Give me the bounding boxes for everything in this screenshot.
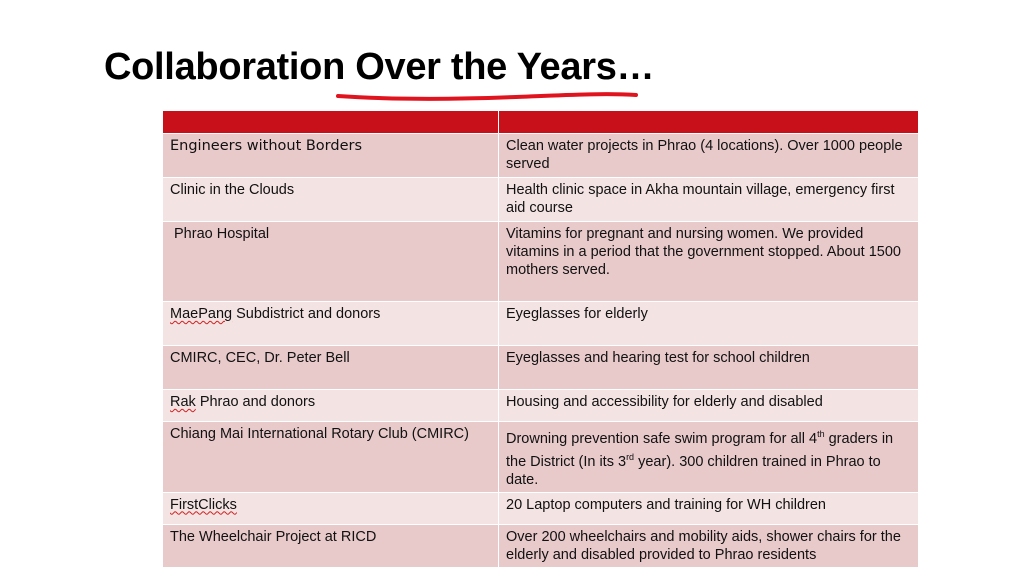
partner-cell: Clinic in the Clouds xyxy=(163,178,499,222)
contribution-cell: Vitamins for pregnant and nursing women. We provided vitamins in a period that the government stopped. About 1500 mothers served. xyxy=(499,222,919,302)
partner-cell xyxy=(163,390,499,422)
spellcheck-word: Rak xyxy=(170,394,196,410)
contribution-cell: Eyeglasses and hearing test for school children xyxy=(499,346,919,390)
partner-cell xyxy=(163,492,499,524)
contribution-text: Drowning prevention safe swim program for all 4 xyxy=(506,430,818,447)
partner-cell: CMIRC, CEC, Dr. Peter Bell xyxy=(163,346,499,390)
superscript: th xyxy=(817,429,825,439)
partner-text: Phrao Hospital xyxy=(174,226,270,242)
contribution-text: year). 300 children trained in Phrao to date. xyxy=(506,453,881,488)
contribution-cell xyxy=(499,422,919,493)
slide-title: Collaboration Over the Years… xyxy=(104,46,655,88)
table-row xyxy=(163,302,919,346)
contribution-cell: Eyeglasses for elderly xyxy=(499,302,919,346)
table-header-row xyxy=(163,111,919,134)
contribution-cell: Housing and accessibility for elderly and disabled xyxy=(499,390,919,422)
contribution-cell: 20 Laptop computers and training for WH children xyxy=(499,492,919,524)
table-row xyxy=(163,134,919,178)
contribution-cell: Over 200 wheelchairs and mobility aids, shower chairs for the elderly and disabled provided to Phrao residents xyxy=(499,524,919,567)
table-row xyxy=(163,492,919,524)
partner-cell: Chiang Mai International Rotary Club (CMIRC) xyxy=(163,422,499,493)
contribution-text: graders in the District (In its 3 xyxy=(506,430,894,470)
table-row xyxy=(163,178,919,222)
collaboration-table xyxy=(162,110,919,568)
table-header-contribution xyxy=(499,111,919,134)
partner-text: Subdistrict and donors xyxy=(232,306,381,322)
contribution-cell: Clean water projects in Phrao (4 locations). Over 1000 people served xyxy=(499,134,919,178)
table-row xyxy=(163,422,919,493)
title-underline-annotation xyxy=(336,84,640,104)
spellcheck-word: MaePang xyxy=(170,306,233,322)
partner-text: Phrao and donors xyxy=(195,394,316,410)
table-row xyxy=(163,222,919,302)
superscript: rd xyxy=(626,451,635,462)
partner-cell xyxy=(163,302,499,346)
partner-cell xyxy=(163,222,499,302)
partner-cell: The Wheelchair Project at RICD xyxy=(163,524,499,567)
contribution-cell: Health clinic space in Akha mountain village, emergency first aid course xyxy=(499,178,919,222)
table-row xyxy=(163,524,919,567)
table-row xyxy=(163,346,919,390)
table-header-partner xyxy=(163,111,499,134)
table-row xyxy=(163,390,919,422)
partner-cell: Engineers without Borders xyxy=(163,134,499,178)
spellcheck-word: FirstClicks xyxy=(170,496,237,513)
